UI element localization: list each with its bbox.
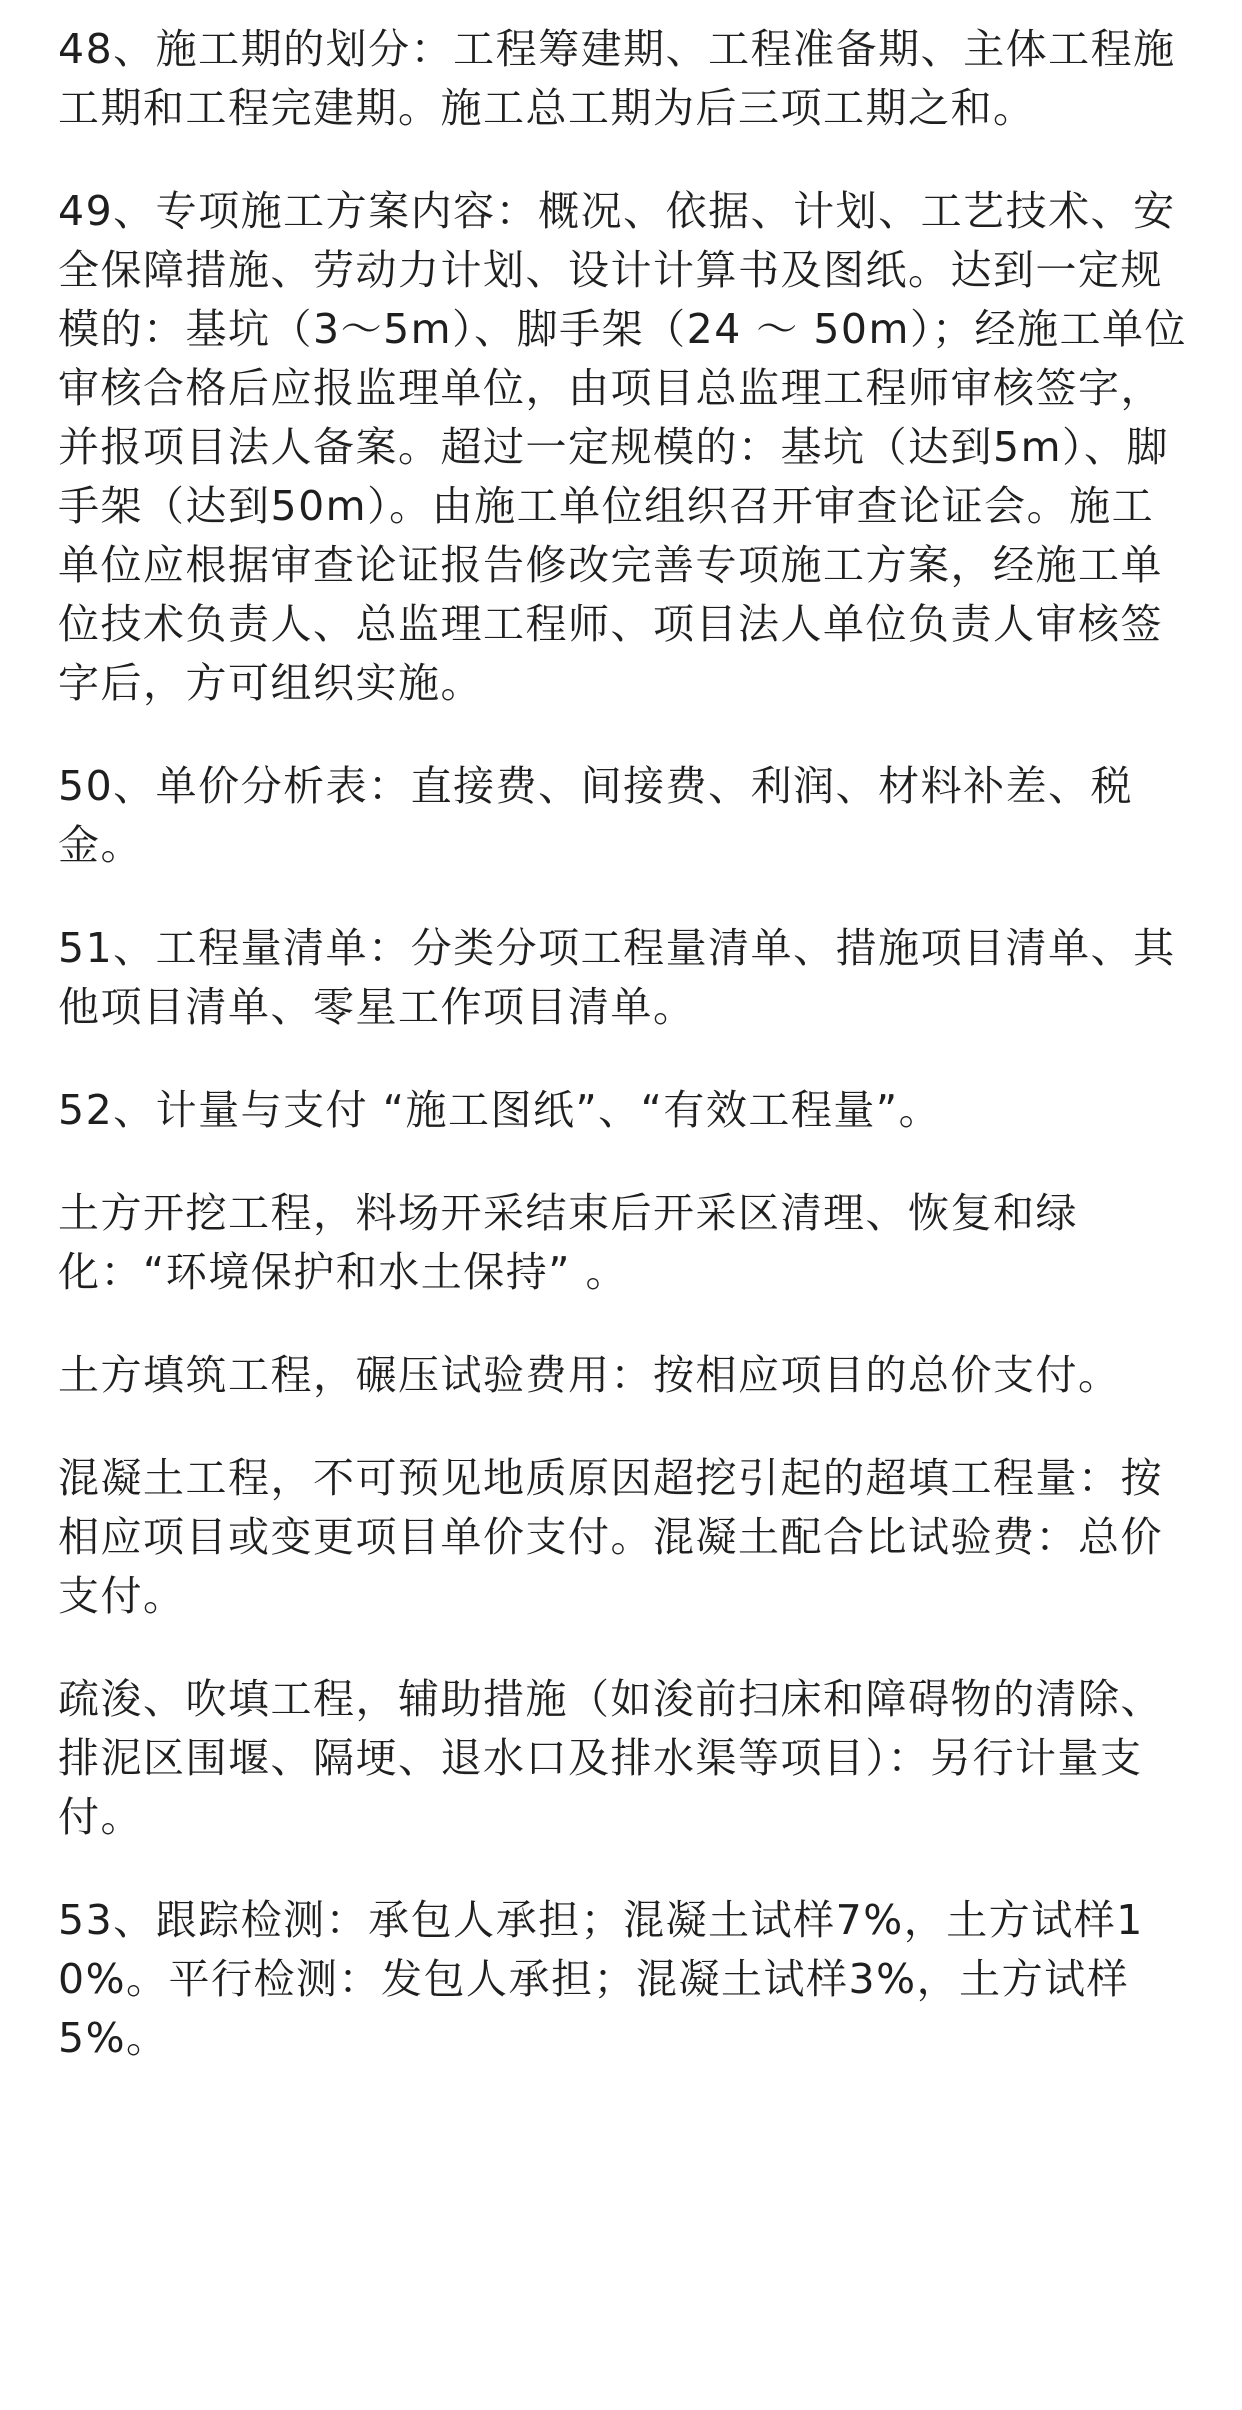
document-body [58,20,1188,2112]
paragraph-51-bill-of-quantities: 51、工程量清单：分类分项工程量清单、措施项目清单、其他项目清单、零星工作项目清单。 [58,924,1176,1031]
paragraph-52-measurement-payment: 52、计量与支付 “施工图纸”、“有效工程量”。 [58,1086,942,1134]
paragraph-48-construction-period: 48、施工期的划分：工程筹建期、工程准备期、主体工程施工期和工程完建期。施工总工期为后三项工期之和。 [58,25,1176,132]
paragraph-dredging-works: 疏浚、吹填工程，辅助措施（如浚前扫床和障碍物的清除、排泥区围堰、隔埂、退水口及排水渠等项目）：另行计量支付。 [58,1675,1163,1841]
paragraph-earth-filling: 土方填筑工程，碾压试验费用：按相应项目的总价支付。 [58,1351,1121,1399]
paragraph-53-tracking-testing: 53、跟踪检测：承包人承担；混凝土试样7%，土方试样10%。平行检测：发包人承担；混凝土试样3%，土方试样5%。 [58,1896,1144,2062]
paragraph-earth-excavation: 土方开挖工程，料场开采结束后开采区清理、恢复和绿化：“环境保护和水土保持” 。 [58,1189,1078,1296]
paragraph-concrete-works: 混凝土工程，不可预见地质原因超挖引起的超填工程量：按相应项目或变更项目单价支付。混凝土配合比试验费：总价支付。 [58,1454,1163,1620]
paragraph-49-special-construction-plan: 49、专项施工方案内容：概况、依据、计划、工艺技术、安全保障措施、劳动力计划、设计计算书及图纸。达到一定规模的：基坑（3～5m）、脚手架（24 ～ 50m）；经施工单位审核合格后应报监理单位，由项目总监理工程师审核签字，并报项目法人备案。超过一定规模的：基坑（达到5m）、脚手架（达到50m）。由施工单位组织召开审查论证会。施工单位应根据审查论证报告修改完善专项施工方案，经施工单位技术负责人、总监理工程师、项目法人单位负责人审核签字后，方可组织实施。 [58,187,1187,707]
paragraph-50-unit-price-analysis: 50、单价分析表：直接费、间接费、利润、材料补差、税金。 [58,762,1134,869]
